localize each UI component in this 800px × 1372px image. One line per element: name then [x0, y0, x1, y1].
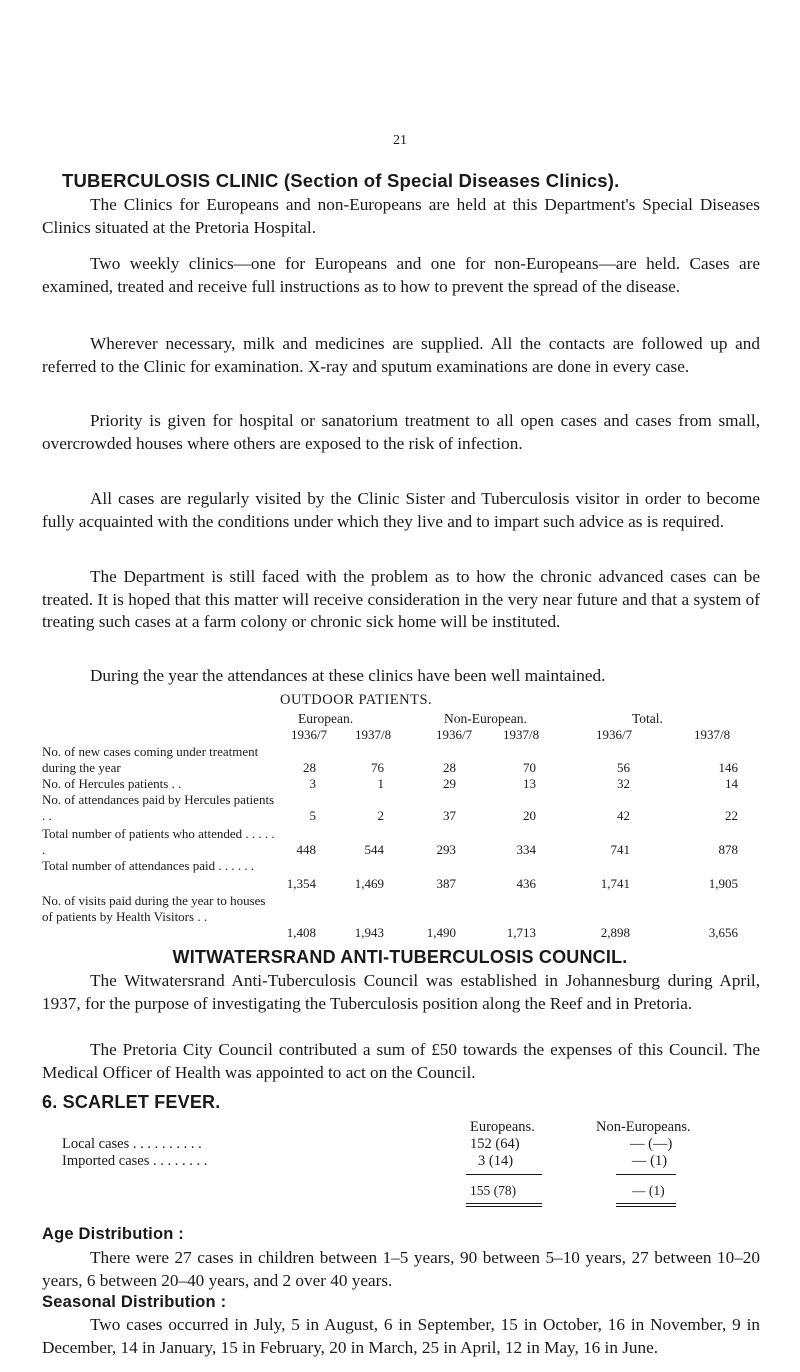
section-heading-tb-clinic: TUBERCULOSIS CLINIC (Section of Special Diseases Clinics).: [62, 170, 620, 191]
row-label: Imported cases . . . . . . . .: [62, 1153, 208, 1169]
table-cell: 29: [443, 776, 456, 791]
table-cell: — (1): [632, 1153, 668, 1169]
table-cell: 878: [718, 842, 738, 857]
table-cell: 741: [610, 842, 630, 857]
table-cell: 2,898: [600, 925, 630, 940]
paragraph: There were 27 cases in children between 1–5 years, 90 between 5–10 years, 27 between 10–20 years, 6 between 20–40 years, and 2 over 40 years.: [42, 1248, 760, 1290]
column-header-europeans: Europeans.: [470, 1119, 535, 1135]
column-group-non-european: Non-European.: [444, 711, 527, 726]
page-number: 21: [393, 133, 407, 148]
paragraph: Two weekly clinics—one for Europeans and one for non-Europeans—are held. Cases are examined, treated and receive full instructions as to how to prevent the spread of the disease.: [42, 254, 760, 296]
table-cell: 152 (64): [470, 1136, 520, 1152]
divider: [616, 1174, 676, 1175]
subheading-age-distribution: Age Distribution :: [42, 1225, 185, 1243]
paragraph: Two cases occurred in July, 5 in August, 6 in September, 15 in October, 16 in November, 9 in December, 14 in January, 15 in February, 20 in March, 25 in April, 12 in May, 16 in June.: [42, 1315, 760, 1357]
column-year: 1936/7: [291, 727, 328, 742]
total-cell: 155 (78): [470, 1183, 517, 1198]
row-label: Total number of attendances paid . . . . . .: [42, 858, 255, 873]
table-cell: 37: [443, 808, 456, 823]
paragraph: The Witwatersrand Anti-Tuberculosis Council was established in Johannesburg during April, 1937, for the purpose of investigating the Tuberculosis position along the Reef and in Pretoria.: [42, 971, 760, 1013]
table-cell: 1,408: [286, 925, 316, 940]
paragraph: Wherever necessary, milk and medicines are supplied. All the contacts are followed up and referred to the Clinic for examination. X-ray and sputum examinations are done in every case.: [42, 334, 760, 376]
divider: [616, 1203, 676, 1204]
table-cell: 293: [436, 842, 456, 857]
table-cell: 28: [303, 760, 316, 775]
column-group-total: Total.: [632, 711, 663, 726]
table-cell: 32: [617, 776, 630, 791]
table-cell: 3: [309, 776, 316, 791]
row-label: No. of attendances paid by Hercules patients . .: [42, 792, 275, 823]
column-header-non-europeans: Non-Europeans.: [596, 1119, 691, 1135]
table-cell: 334: [516, 842, 536, 857]
table-cell: 20: [523, 808, 536, 823]
paragraph: Priority is given for hospital or sanatorium treatment to all open cases and cases from small, overcrowded houses where others are exposed to the risk of infection.: [42, 411, 760, 453]
table-cell: 448: [296, 842, 316, 857]
table-title: OUTDOOR PATIENTS.: [280, 692, 433, 708]
paragraph: The Department is still faced with the problem as to how the chronic advanced cases can be treated. It is hoped that this matter will receive consideration in the very near future and that a system of treating such cases at a farm colony or chronic sick home will be instituted.: [42, 567, 760, 632]
total-cell: — (1): [632, 1183, 665, 1198]
divider: [466, 1206, 542, 1207]
subheading-seasonal-distribution: Seasonal Distribution :: [42, 1293, 227, 1311]
table-cell: 2: [377, 808, 384, 823]
column-year: 1937/8: [503, 727, 540, 742]
section-heading-scarlet-fever: 6. SCARLET FEVER.: [42, 1092, 221, 1112]
paragraph: The Clinics for Europeans and non-Europeans are held at this Department's Special Diseases Clinics situated at the Pretoria Hospital.: [42, 195, 760, 237]
table-cell: 436: [516, 876, 536, 891]
table-cell: 3 (14): [478, 1153, 514, 1169]
column-year: 1936/7: [596, 727, 633, 742]
table-cell: 387: [436, 876, 456, 891]
table-cell: 544: [364, 842, 384, 857]
table-cell: 1,490: [426, 925, 456, 940]
table-cell: 14: [725, 776, 738, 791]
row-label: No. of Hercules patients . .: [42, 776, 182, 791]
table-cell: 1: [377, 776, 384, 791]
table-cell: 42: [617, 808, 630, 823]
table-cell: 1,713: [506, 925, 536, 940]
column-year: 1937/8: [694, 727, 731, 742]
divider: [616, 1206, 676, 1207]
table-cell: 1,741: [600, 876, 630, 891]
table-cell: 28: [443, 760, 456, 775]
divider: [466, 1174, 542, 1175]
table-cell: 76: [371, 760, 384, 775]
table-cell: 5: [309, 808, 316, 823]
row-label: Total number of patients who attended . . . . . .: [42, 826, 275, 857]
column-year: 1937/8: [355, 727, 392, 742]
row-label: No. of visits paid during the year to houses of patients by Health Visitors . .: [42, 893, 266, 924]
table-cell: 1,469: [354, 876, 384, 891]
table-cell: 146: [718, 760, 738, 775]
table-cell: 56: [617, 760, 630, 775]
divider: [466, 1203, 542, 1204]
table-cell: 1,905: [708, 876, 738, 891]
section-heading-witwatersrand: WITWATERSRAND ANTI-TUBERCULOSIS COUNCIL.: [172, 947, 628, 967]
table-cell: 70: [523, 760, 536, 775]
row-label: No. of new cases coming under treatment during the year: [42, 744, 259, 775]
table-cell: 22: [725, 808, 738, 823]
table-cell: 1,943: [354, 925, 384, 940]
paragraph: All cases are regularly visited by the Clinic Sister and Tuberculosis visitor in order to become fully acquainted with the conditions under which they live and to impart such advice as is required.: [42, 489, 760, 531]
table-cell: — (—): [630, 1136, 673, 1152]
row-label: Local cases . . . . . . . . . .: [62, 1136, 202, 1152]
paragraph: The Pretoria City Council contributed a sum of £50 towards the expenses of this Council. The Medical Officer of Health was appointed to act on the Council.: [42, 1040, 760, 1082]
column-group-european: European.: [298, 711, 354, 726]
table-cell: 1,354: [286, 876, 316, 891]
table-cell: 13: [523, 776, 536, 791]
paragraph: During the year the attendances at these clinics have been well maintained.: [90, 666, 606, 685]
column-year: 1936/7: [436, 727, 473, 742]
table-cell: 3,656: [708, 925, 738, 940]
